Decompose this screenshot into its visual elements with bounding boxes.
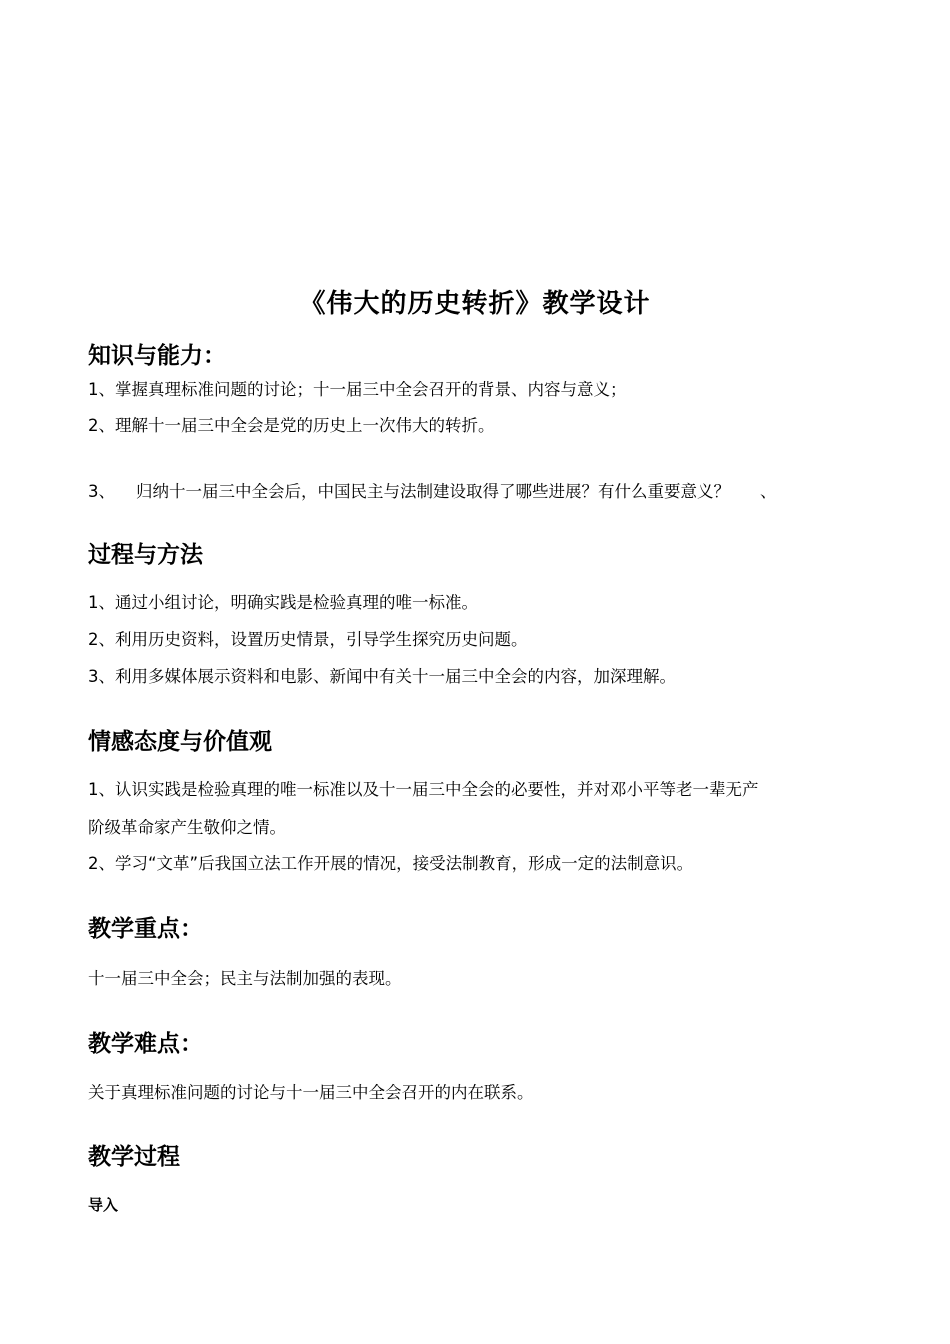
emotion-heading: 情感态度与价值观 (88, 729, 272, 755)
key-points-heading: 教学重点： (88, 916, 203, 942)
knowledge-heading: 知识与能力： (88, 343, 226, 369)
process-item-3: 3、利用多媒体展示资料和电影、新闻中有关十一届三中全会的内容，加深理解。 (88, 667, 676, 686)
process-item-1: 1、通过小组讨论，明确实践是检验真理的唯一标准。 (88, 593, 478, 612)
difficulties-text: 关于真理标准问题的讨论与十一届三中全会召开的内在联系。 (88, 1083, 534, 1102)
knowledge-item-2: 2、理解十一届三中全会是党的历史上一次伟大的转折。 (88, 416, 495, 435)
difficulties-heading: 教学难点： (88, 1031, 203, 1057)
knowledge-item-1: 1、掌握真理标准问题的讨论；十一届三中全会召开的背景、内容与意义； (88, 380, 627, 399)
teaching-process-intro: 导入 (88, 1196, 119, 1214)
knowledge-item-3-trail: 、 (760, 482, 777, 501)
knowledge-item-3 (88, 478, 777, 502)
knowledge-item-3-text: 归纳十一届三中全会后，中国民主与法制建设取得了哪些进展？有什么重要意义？ (136, 482, 730, 501)
process-heading: 过程与方法 (88, 542, 203, 568)
process-item-2: 2、利用历史资料，设置历史情景，引导学生探究历史问题。 (88, 630, 528, 649)
key-points-text: 十一届三中全会；民主与法制加强的表现。 (88, 969, 402, 988)
teaching-process-heading: 教学过程 (88, 1144, 180, 1170)
document-title: 《伟大的历史转折》教学设计 (299, 289, 651, 319)
emotion-item-1-line-1: 1、认识实践是检验真理的唯一标准以及十一届三中全会的必要性，并对邓小平等老一辈无产 (88, 780, 759, 799)
emotion-item-2: 2、学习“文革”后我国立法工作开展的情况，接受法制教育，形成一定的法制意识。 (88, 854, 694, 873)
emotion-item-1-line-2: 阶级革命家产生敬仰之情。 (88, 818, 286, 837)
knowledge-item-3-number: 3、 (88, 482, 115, 501)
